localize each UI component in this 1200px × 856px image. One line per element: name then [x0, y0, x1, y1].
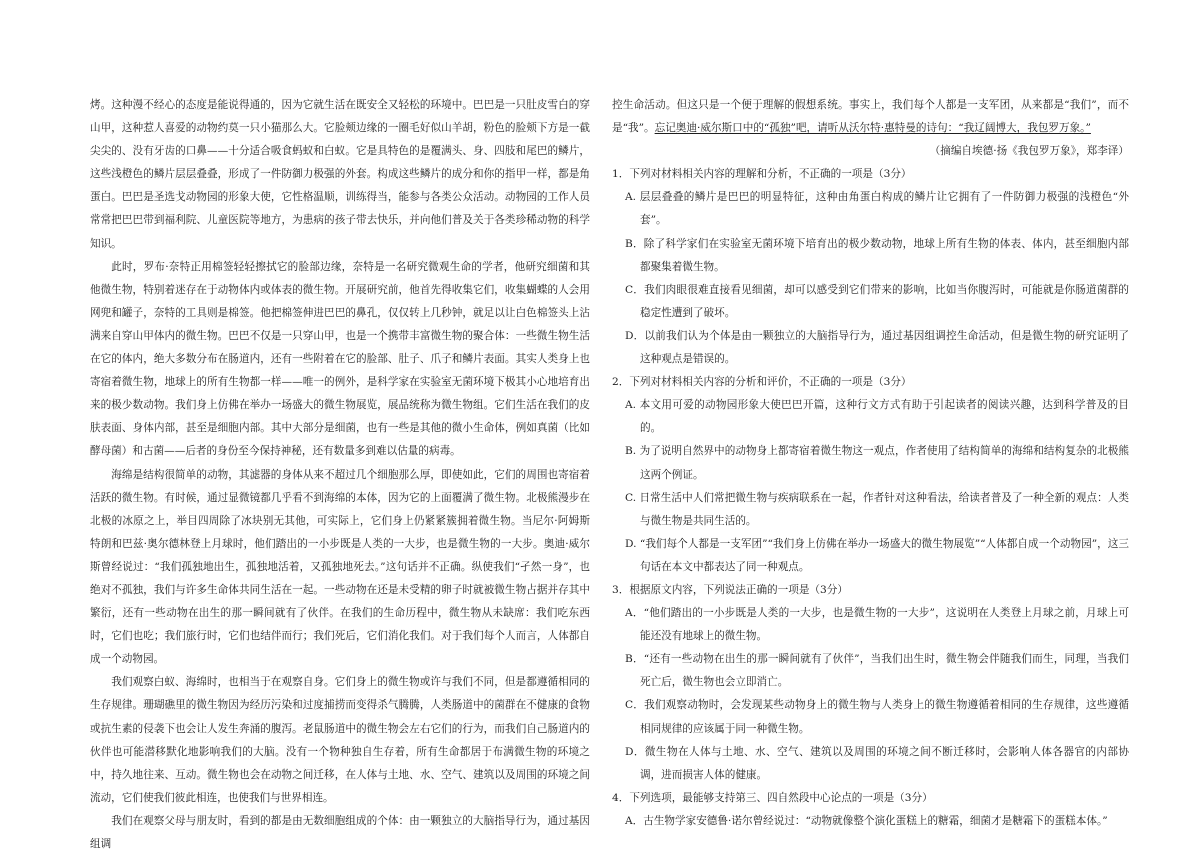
underlined-sentence: 忘记奥迪·威尔斯口中的“孤独”吧，请听从沃尔特·惠特曼的诗句：“我辽阔博大，我包罗万象。” [654, 122, 1091, 135]
option-d: D．以前我们认为个体是由一颗独立的大脑指导行为，通过基因组调控生命活动，但是微生物的研究证明了这种观点是错误的。 [625, 329, 1129, 366]
option-a: A．古生物学家安德鲁·诺尔曾经说过：“动物就像整个演化蛋糕上的糖霜，细菌才是糖霜下的蛋糕本体。” [625, 814, 1108, 827]
question-stem: 3．根据原文内容，下列说法正确的一项是（3分） [612, 583, 848, 596]
paragraph-1: 烤。这种漫不经心的态度是能说得通的，因为它就生活在既安全又轻松的环境中。巴巴是一只肚皮雪白的穿山甲，这种惹人喜爱的动物约莫一只小猫那么大。它脸颊边缘的一圈毛好似山羊胡，粉色的脸颊下方是一截尖尖的、没有牙齿的口鼻——十分适合吸食蚂蚁和白蚁。它是具特色的是覆满头、身、四肢和尾巴的鳞片，这些浅橙色的鳞片层层叠叠，形成了一件防御力极强的外套。构成这些鳞片的成分和你的指甲一样，都是角蛋白。巴巴是圣选戈动物园的形象大使，它性格温顺，训练得当，能参与各类公众活动。动物园的工作人员常常把巴巴带到福利院、儿童医院等地方，为患病的孩子带去快乐，并向他们普及关于各类珍稀动物的科学知识。 [90, 99, 590, 250]
option-a: A. 本文用可爱的动物园形象大使巴巴开篇，这种行文方式有助于引起读者的阅读兴趣，达到科学普及的目的。 [625, 399, 1129, 435]
continuation-text: 控生命活动。但这只是一个便于理解的假想系统。事实上，我们每个人都是一支军团，从来都是“我们”，而不是“我”。 [612, 99, 1129, 135]
left-column [90, 94, 590, 856]
option-b: B．除了科学家们在实验室无菌环境下培育出的极少数动物，地球上所有生物的体表、体内，甚至细胞内部都聚集着微生物。 [625, 237, 1129, 273]
option-b: B．“还有一些动物在出生的那一瞬间就有了伙伴”，当我们出生时，微生物会伴随我们而生，同理，当我们死亡后，微生物也会立即消亡。 [625, 653, 1129, 689]
paragraph-4: 我们观察白蚁、海绵时，也相当于在观察自身。它们身上的微生物或许与我们不同，但是都遵循相同的生存规律。珊瑚礁里的微生物因为经历污染和过度捕捞而变得杀气腾腾，人类肠道中的菌群在不健康的食物或抗生素的侵袭下也会让人发生奔涌的腹泻。老鼠肠道中的微生物会左右它们的行为，而我们自己肠道内的伙伴也可能潜移默化地影响我们的大脑。没有一个物种独自生存着，所有生命都居于布满微生物的环境之中，持久地往来、互动。微生物也会在动物之间迁移，在人体与土地、水、空气、建筑以及周围的环境之间流动，它们使我们彼此相连，也使我们与世界相连。 [90, 676, 590, 804]
option-a: A．“他们踏出的一小步既是人类的一大步，也是微生物的一大步”，这说明在人类登上月球之前，月球上可能还没有地球上的微生物。 [625, 607, 1129, 643]
option-b: B. 为了说明自然界中的动物身上都寄宿着微生物这一观点，作者使用了结构简单的海绵和结构复杂的北极熊这两个例证。 [625, 445, 1129, 481]
source-citation: （摘编自埃德·扬《我包罗万象》，郑李译） [929, 145, 1129, 158]
question-stem: 2．下列对材料相关内容的分析和评价，不正确的一项是（3分） [612, 376, 912, 389]
question-stem: 1．下列对材料相关内容的理解和分析，不正确的一项是（3分） [612, 168, 912, 181]
option-a: A. 层层叠叠的鳞片是巴巴的明显特征，这种由角蛋白构成的鳞片让它拥有了一件防御力极强的浅橙色“外套”。 [625, 191, 1129, 227]
question-stem: 4．下列选项，最能够支持第三、四自然段中心论点的一项是（3分） [612, 791, 933, 804]
question-2 [612, 371, 1129, 579]
question-3 [612, 579, 1129, 787]
option-d: D. “我们每个人都是一支军团”“我们身上仿佛在举办一场盛大的微生物展览”“人体都自成一个动物园”，这三句话在本文中都表达了同一种观点。 [625, 537, 1129, 573]
paragraph-3: 海绵是结构很简单的动物，其滤器的身体从来不超过几个细胞那么厚，即使如此，它们的周围也寄宿着活跃的微生物。有时候，通过显微镜都几乎看不到海绵的本体，因为它的上面覆满了微生物。北极熊漫步在北极的冰原之上，举目四周除了冰块别无其他，可实际上，它们身上仍紧紧簇拥着微生物。当尼尔·阿姆斯特朗和巴兹·奥尔德林登上月球时，他们踏出的一小步既是人类的一大步，也是微生物的一大步。奥迪·威尔斯曾经说过：“我们孤独地出生，孤独地活着，又孤独地死去。”这句话并不正确。纵使我们“孑然一身”，也绝对不孤独，我们与许多生命体共同生活在一起。一些动物在还是未受精的卵子时就被微生物占据并存其中繁衍，还有一些动物在出生的那一瞬间就有了伙伴。在我们的生命历程中，微生物从未缺席：我们吃东西时，它们也吃；我们旅行时，它们也结伴而行；我们死后，它们消化我们。对于我们每个人而言，人体都自成一个动物园。 [90, 468, 590, 666]
continuation-paragraph [612, 94, 1129, 140]
option-c: C．我们肉眼很难直接看见细菌，却可以感受到它们带来的影响，比如当你腹泻时，可能就是你肠道菌群的稳定性遭到了破坏。 [625, 283, 1129, 319]
right-column [612, 94, 1129, 833]
option-c: C．我们观察动物时，会发现某些动物身上的微生物与人类身上的微生物遵循着相同的生存规律，这些遵循相同规律的应该属于同一种微生物。 [625, 699, 1129, 735]
option-d: D．微生物在人体与土地、水、空气、建筑以及周围的环境之间不断迁移时，会影响人体各器官的内部协调，进而损害人体的健康。 [625, 745, 1129, 781]
question-4 [612, 787, 1129, 833]
question-1 [612, 163, 1129, 371]
paragraph-2: 此时，罗布·奈特正用棉签轻轻擦拭它的脸部边缘，奈特是一名研究微观生命的学者，他研究细菌和其他微生物，特别着迷存在于动物体内或体表的微生物。开展研究前，他首先得收集它们，收集蝴蝶的人会用网兜和罐子，奈特的工具则是棉签。他把棉签伸进巴巴的鼻孔，仅仅转上几秒钟，就足以让白色棉签头上沾满来自穿山甲体内的微生物。巴巴不仅是一只穿山甲，也是一个携带丰富微生物的聚合体：一些微生物生活在它的体内，绝大多数分布在肠道内，还有一些附着在它的脸部、肚子、爪子和鳞片表面。其实人类身上也寄宿着微生物，地球上的所有生物都一样——唯一的例外，是科学家在实验室无菌环境下极其小心地培育出来的极少数动物。我们身上仿佛在举办一场盛大的微生物展览，展品统称为微生物组。它们生活在我们的皮肤表面、身体内部，甚至是细胞内部。其中大部分是细菌，也有一些是其他的微小生命体，例如真菌（比如酵母菌）和古菌——后者的身份至今保持神秘，还有数量多到难以估量的病毒。 [90, 260, 590, 458]
option-c: C. 日常生活中人们常把微生物与疾病联系在一起，作者针对这种看法，给读者普及了一种全新的观点：人类与微生物是共同生活的。 [625, 491, 1129, 527]
paragraph-5: 我们在观察父母与朋友时，看到的都是由无数细胞组成的个体：由一颗独立的大脑指导行为，通过基因组调 [90, 814, 590, 850]
